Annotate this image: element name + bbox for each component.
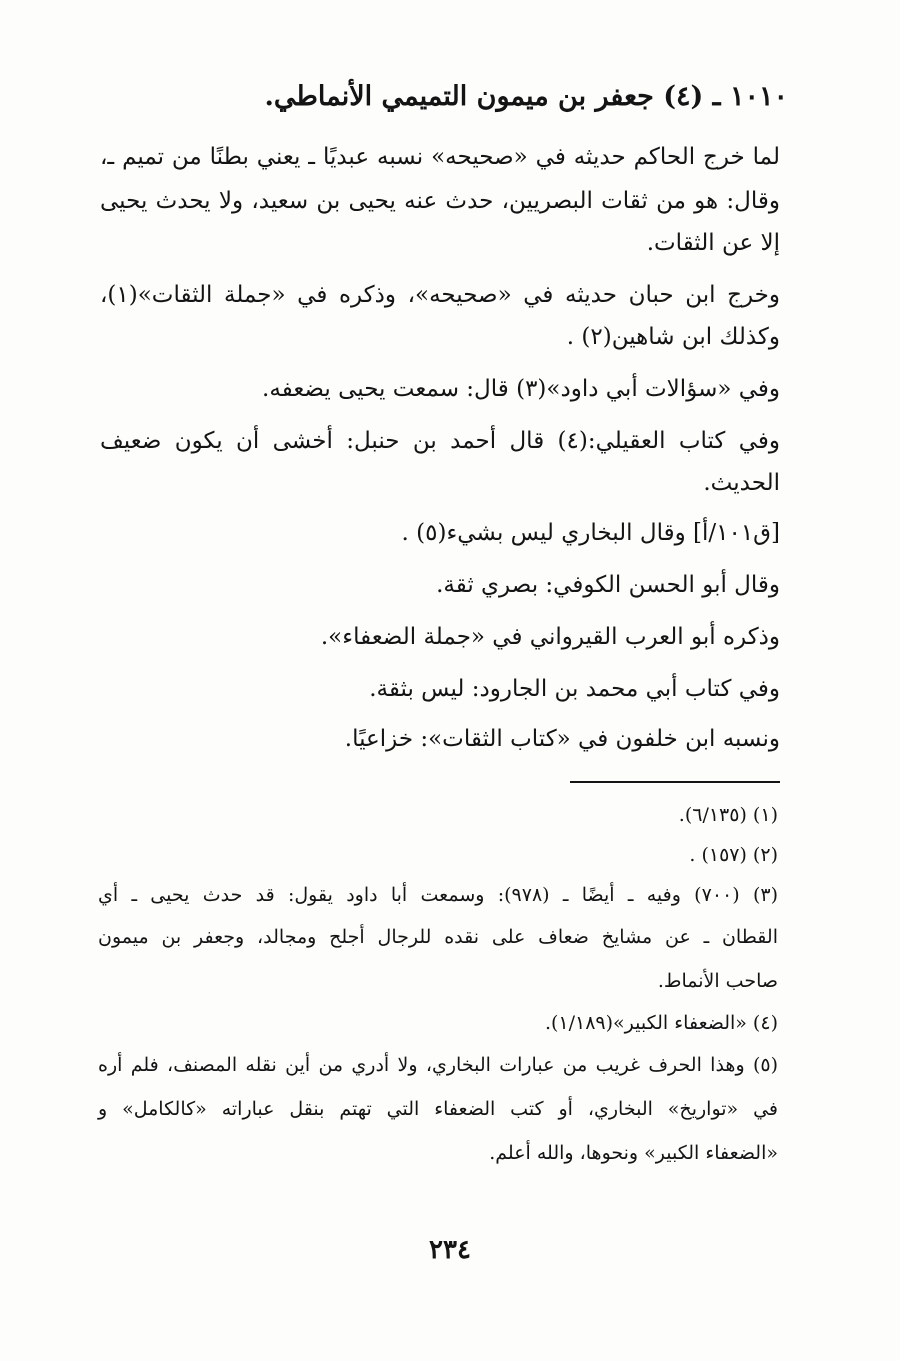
body-line: وفي «سؤالات أبي داود»(٣) قال: سمعت يحيى يضعفه. [262, 376, 780, 402]
entry-heading: ١٠١٠ ـ (٤) جعفر بن ميمون التميمي الأنماطي. [264, 81, 788, 112]
body-line: وقال أبو الحسن الكوفي: بصري ثقة. [436, 572, 780, 598]
footnote-divider [570, 781, 780, 783]
footnote-line: «الضعفاء الكبير» ونحوها، والله أعلم. [489, 1142, 778, 1164]
footnote-line: (٤) «الضعفاء الكبير»(١/١٨٩). [544, 1012, 778, 1034]
footnote-line: صاحب الأنماط. [657, 970, 778, 992]
body-line: وذكره أبو العرب القيرواني في «جملة الضعفاء». [320, 624, 780, 650]
body-line: وفي كتاب العقيلي:(٤) قال أحمد بن حنبل: أخشى أن يكون ضعيف [100, 428, 781, 454]
body-line: وخرج ابن حبان حديثه في «صحيحه»، وذكره في «جملة الثقات»(١)، [100, 282, 780, 308]
body-line: [ق١٠١/أ] وقال البخاري ليس بشيء(٥) . [401, 520, 780, 546]
body-line: الحديث. [703, 470, 780, 496]
footnote-line: (١) (٦/١٣٥). [678, 804, 778, 826]
footnote-line: (٢) (١٥٧) . [689, 844, 778, 866]
body-line: وكذلك ابن شاهين(٢) . [566, 324, 780, 350]
page-number: ٢٣٤ [429, 1235, 471, 1265]
body-line: إلا عن الثقات. [646, 230, 780, 256]
body-line: لما خرج الحاكم حديثه في «صحيحه» نسبه عبديًا ـ يعني بطنًا من تميم ـ، [100, 144, 780, 170]
footnote-line: في «تواريخ» البخاري، أو كتب الضعفاء التي تهتم بنقل عباراته «كالكامل» و [98, 1098, 778, 1120]
footnote-line: (٣) (٧٠٠) وفيه ـ أيضًا ـ (٩٧٨): وسمعت أبا داود يقول: قد حدث يحيى ـ أي [98, 884, 778, 906]
body-line: ونسبه ابن خلفون في «كتاب الثقات»: خزاعيًا. [344, 726, 780, 752]
body-line: وفي كتاب أبي محمد بن الجارود: ليس بثقة. [369, 676, 780, 702]
footnote-line: القطان ـ عن مشايخ ضعاف على نقده للرجال أجلح ومجالد، وجعفر بن ميمون [98, 926, 778, 948]
footnote-line: (٥) وهذا الحرف غريب من عبارات البخاري، ولا أدري من أين نقله المصنف، فلم أره [98, 1054, 778, 1076]
body-line: وقال: هو من ثقات البصريين، حدث عنه يحيى بن سعيد، ولا يحدث يحيى [100, 188, 780, 214]
